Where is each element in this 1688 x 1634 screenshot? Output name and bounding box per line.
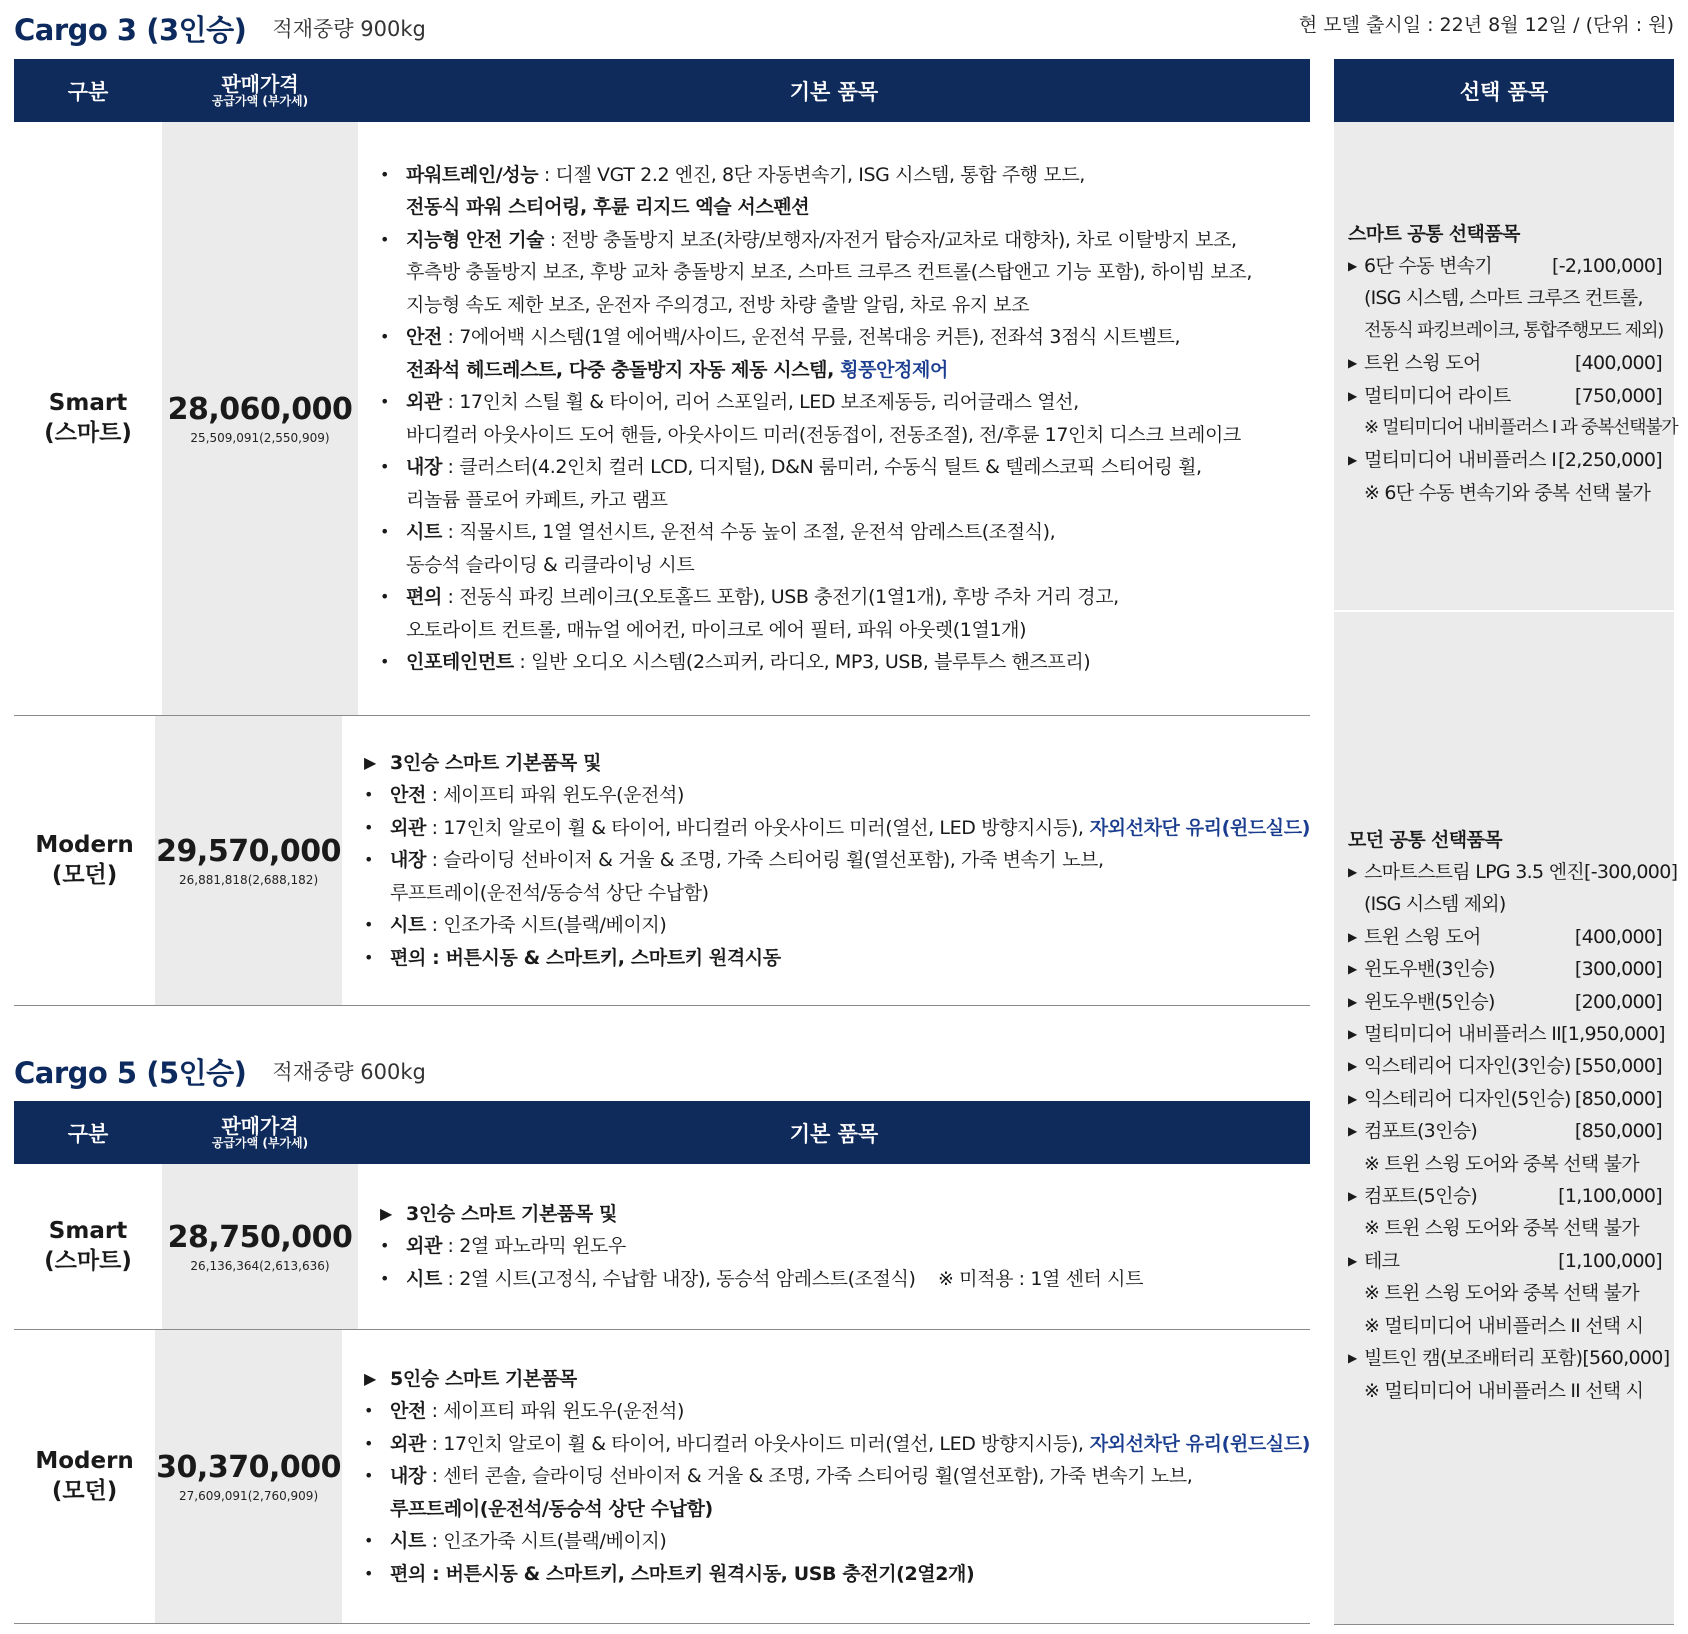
trim-name-kr: (스마트) xyxy=(44,419,132,446)
option-note: ※ 트윈 스윙 도어와 중복 선택 불가 xyxy=(1364,1217,1639,1240)
bullet-icon: • xyxy=(380,164,390,184)
trim-cell xyxy=(14,1164,162,1329)
header-price-sub: 공급가액 (부가세) xyxy=(211,1135,309,1150)
bullet-icon: • xyxy=(364,915,374,935)
option-item: ▶ 6단 수동 변속기 [-2,100,000] xyxy=(1348,250,1662,282)
trim-cell xyxy=(14,122,162,715)
bullet-icon: • xyxy=(364,850,374,870)
list-item: • 편의 : 버튼시동 & 스마트키, 스마트키 원격시동 xyxy=(364,942,1310,975)
triangle-icon: ▶ xyxy=(1348,1059,1357,1074)
cargo5-table-header xyxy=(14,1101,1310,1164)
option-note: ※ 멀티미디어 내비플러스 II 선택 시 xyxy=(1364,1314,1644,1337)
bullet-icon: • xyxy=(364,1433,374,1453)
bullet-icon: • xyxy=(380,392,390,411)
triangle-icon: ▶ xyxy=(1348,994,1357,1009)
header-price xyxy=(162,1115,358,1150)
trim-cell xyxy=(14,1330,155,1623)
header-basic: 기본 품목 xyxy=(789,1121,879,1146)
cargo3-load: 적재중량 900kg xyxy=(272,17,426,41)
bullet-icon: • xyxy=(380,1268,390,1288)
list-item-cont: 지능형 속도 제한 보조, 운전자 주의경고, 전방 차량 출발 알림, 차로 유지 보조 xyxy=(406,293,1030,316)
price-cell xyxy=(155,716,342,1005)
option-item: ▶ 트윈 스윙 도어 [400,000] xyxy=(1348,347,1662,379)
option-item: ▶ 트윈 스윙 도어 [400,000] xyxy=(1348,921,1662,953)
option-item: ▶ 테크 [1,100,000] xyxy=(1348,1245,1662,1277)
triangle-icon: ▶ xyxy=(1348,1253,1357,1268)
supply-price: 26,881,818(2,688,182) xyxy=(178,873,319,887)
list-item: • 외관 : 17인치 알로이 휠 & 타이어, 바디컬러 아웃사이드 미러(열선, LED 방향지시등), 자외선차단 유리(윈드실드) xyxy=(364,812,1310,845)
supply-price: 26,136,364(2,613,636) xyxy=(190,1259,330,1273)
option-note: ※ 트윈 스윙 도어와 중복 선택 불가 xyxy=(1364,1152,1639,1175)
option-item: ▶ 컴포트(5인승) [1,100,000] xyxy=(1348,1180,1662,1212)
triangle-icon: ▶ xyxy=(1348,356,1357,371)
cargo5-modern-row xyxy=(14,1330,1310,1624)
option-sub: (ISG 시스템 제외) xyxy=(1364,893,1506,916)
basic-items xyxy=(358,122,1310,715)
option-item: ▶ 익스테리어 디자인(3인승) [550,000] xyxy=(1348,1050,1662,1082)
bullet-icon: • xyxy=(364,785,374,805)
smart-options-title: 스마트 공통 선택품목 xyxy=(1348,223,1520,245)
option-sub: 전동식 파킹브레이크, 통합주행모드 제외) xyxy=(1364,319,1664,341)
cargo3-table-header xyxy=(14,59,1310,122)
bullet-icon: • xyxy=(364,1466,374,1486)
sale-price: 29,570,000 xyxy=(156,834,341,869)
trim-name: Smart xyxy=(48,389,128,416)
list-item: • 지능형 안전 기술 : 전방 충돌방지 보조(차량/보행자/자전거 탑승자/교차로 대향차), 차로 이탈방지 보조, xyxy=(380,224,1310,257)
triangle-icon: ▶ xyxy=(1348,1189,1357,1204)
triangle-icon: ▶ xyxy=(1348,1091,1357,1106)
bullet-icon: • xyxy=(364,1401,374,1421)
header-price-label: 판매가격 xyxy=(221,71,299,96)
cargo3-smart-row xyxy=(14,122,1310,716)
option-item: ▶ 스마트스트림 LPG 3.5 엔진 [-300,000] xyxy=(1348,856,1662,888)
list-lead: ▶ 5인승 스마트 기본품목 xyxy=(364,1363,1310,1396)
sale-price: 28,750,000 xyxy=(167,1220,353,1255)
list-item: • 안전 : 세이프티 파워 윈도우(운전석) xyxy=(364,779,1310,812)
release-note: 현 모델 출시일 : 22년 8월 12일 / (단위 : 원) xyxy=(1298,14,1674,36)
bullet-icon: • xyxy=(380,327,390,346)
header-division: 구분 xyxy=(67,1121,109,1146)
list-item: • 시트 : 인조가죽 시트(블랙/베이지) xyxy=(364,909,1310,942)
option-note: ※ 멀티미디어 내비플러스 II 선택 시 xyxy=(1364,1379,1644,1402)
cargo3-name: Cargo 3 (3인승) xyxy=(14,12,247,47)
option-item: ▶ 빌트인 캠(보조배터리 포함) [560,000] xyxy=(1348,1342,1662,1374)
bullet-icon: • xyxy=(380,229,390,249)
trim-name: Smart xyxy=(48,1217,128,1244)
header-price-sub: 공급가액 (부가세) xyxy=(211,93,309,108)
option-item: ▶ 윈도우밴(3인승) [300,000] xyxy=(1348,953,1662,985)
modern-options-title: 모던 공통 선택품목 xyxy=(1348,829,1503,851)
triangle-icon: ▶ xyxy=(1348,1027,1357,1042)
sale-price: 28,060,000 xyxy=(167,392,353,427)
list-item-cont: 전동식 파워 스티어링, 후륜 리지드 엑슬 서스펜션 xyxy=(406,196,810,218)
triangle-icon: ▶ xyxy=(364,1368,376,1388)
triangle-icon: ▶ xyxy=(1348,1124,1357,1139)
triangle-icon: ▶ xyxy=(1348,865,1357,879)
basic-items xyxy=(342,716,1310,1005)
list-item: • 인포테인먼트 : 일반 오디오 시스템(2스피커, 라디오, MP3, USB, 블루투스 핸즈프리) xyxy=(380,646,1310,679)
trim-name: Modern xyxy=(35,1447,134,1474)
trim-cell xyxy=(14,716,155,1005)
option-note: ※ 트윈 스윙 도어와 중복 선택 불가 xyxy=(1364,1282,1639,1305)
cargo5-name: Cargo 5 (5인승) xyxy=(14,1055,247,1090)
bullet-icon: • xyxy=(380,652,390,671)
trim-name: Modern xyxy=(35,831,134,858)
bullet-icon: • xyxy=(380,522,390,541)
cargo5-title xyxy=(14,1049,426,1093)
sale-price: 30,370,000 xyxy=(156,1450,341,1485)
list-item-cont: 오토라이트 컨트롤, 매뉴얼 에어컨, 마이크로 에어 필터, 파워 아웃렛(1열1개) xyxy=(406,618,1027,641)
list-item: • 외관 : 2열 파노라믹 윈도우 xyxy=(380,1230,1310,1263)
bullet-icon: • xyxy=(380,587,390,606)
trim-name-kr: (스마트) xyxy=(44,1247,132,1274)
option-item: ▶ 멀티미디어 라이트 [750,000] xyxy=(1348,380,1662,412)
triangle-icon: ▶ xyxy=(1348,929,1357,944)
list-item: • 내장 : 클러스터(4.2인치 컬러 LCD, 디지털), D&N 룸미러, 수동식 틸트 & 텔레스코픽 스티어링 휠, xyxy=(380,451,1310,484)
options-header: 선택 품목 xyxy=(1334,59,1674,122)
option-item: ▶ 컴포트(3인승) [850,000] xyxy=(1348,1115,1662,1147)
header-basic: 기본 품목 xyxy=(789,79,879,104)
modern-options-box xyxy=(1334,612,1678,1624)
list-item: • 내장 : 센터 콘솔, 슬라이딩 선바이저 & 거울 & 조명, 가죽 스티어링 휠(열선포함), 가죽 변속기 노브, xyxy=(364,1460,1310,1493)
list-item-cont: 전좌석 헤드레스트, 다중 충돌방지 자동 제동 시스템, 횡풍안정제어 xyxy=(406,358,948,381)
option-note: ※ 멀티미디어 내비플러스 I 과 중복선택불가 xyxy=(1364,417,1678,439)
basic-items xyxy=(342,1330,1310,1623)
header-price xyxy=(162,73,358,108)
bullet-icon: • xyxy=(364,947,374,967)
smart-options-box xyxy=(1334,122,1678,610)
cargo5-smart-row xyxy=(14,1164,1310,1330)
list-lead: ▶ 3인승 스마트 기본품목 및 xyxy=(364,747,1310,780)
options-bottom-line xyxy=(1334,1624,1674,1625)
triangle-icon: ▶ xyxy=(1348,388,1357,403)
list-item: • 편의 : 버튼시동 & 스마트키, 스마트키 원격시동, USB 충전기(2열2개) xyxy=(364,1558,1310,1591)
triangle-icon: ▶ xyxy=(1348,259,1357,273)
triangle-icon: ▶ xyxy=(364,752,376,772)
bullet-icon: • xyxy=(364,1531,374,1551)
list-item: • 외관 : 17인치 스틸 휠 & 타이어, 리어 스포일러, LED 보조제동등, 리어글래스 열선, xyxy=(380,386,1310,419)
list-item: • 시트 : 2열 시트(고정식, 수납함 내장), 동승석 암레스트(조절식) ※ 미적용 : 1열 센터 시트 xyxy=(380,1263,1310,1296)
trim-name-kr: (모던) xyxy=(51,861,118,888)
list-item-cont: 리놀륨 플로어 카페트, 카고 램프 xyxy=(406,488,668,511)
option-item: ▶ 멀티미디어 내비플러스 I [2,250,000] xyxy=(1348,444,1662,476)
list-item-cont: 후측방 충돌방지 보조, 후방 교차 충돌방지 보조, 스마트 크루즈 컨트롤(스탑앤고 기능 포함), 하이빔 보조, xyxy=(406,261,1253,283)
cargo5-load: 적재중량 600kg xyxy=(272,1060,426,1084)
price-cell xyxy=(162,122,358,715)
price-cell xyxy=(155,1330,342,1623)
header-price-label: 판매가격 xyxy=(221,1113,299,1138)
option-item: ▶ 익스테리어 디자인(5인승) [850,000] xyxy=(1348,1083,1662,1115)
cargo3-title xyxy=(14,6,426,50)
list-item-cont: 바디컬러 아웃사이드 도어 핸들, 아웃사이드 미러(전동접이, 전동조절), 전/후륜 17인치 디스크 브레이크 xyxy=(406,423,1241,446)
option-item: ▶ 윈도우밴(5인승) [200,000] xyxy=(1348,986,1662,1018)
list-item: • 안전 : 7에어백 시스템(1열 에어백/사이드, 운전석 무릎, 전복대응 커튼), 전좌석 3점식 시트벨트, xyxy=(380,321,1310,354)
triangle-icon: ▶ xyxy=(1348,1351,1357,1366)
list-item-cont: 동승석 슬라이딩 & 리클라이닝 시트 xyxy=(406,553,695,576)
list-item: • 안전 : 세이프티 파워 윈도우(운전석) xyxy=(364,1395,1310,1428)
cargo3-modern-row xyxy=(14,716,1310,1006)
triangle-icon: ▶ xyxy=(1348,962,1357,977)
list-item: • 외관 : 17인치 알로이 휠 & 타이어, 바디컬러 아웃사이드 미러(열선, LED 방향지시등), 자외선차단 유리(윈드실드) xyxy=(364,1428,1310,1461)
price-cell xyxy=(162,1164,358,1329)
list-item: • 시트 : 직물시트, 1열 열선시트, 운전석 수동 높이 조절, 운전석 암레스트(조절식), xyxy=(380,516,1310,549)
trim-name-kr: (모던) xyxy=(51,1477,118,1504)
bullet-icon: • xyxy=(380,457,390,476)
supply-price: 27,609,091(2,760,909) xyxy=(178,1489,319,1503)
supply-price: 25,509,091(2,550,909) xyxy=(190,431,330,445)
header-division: 구분 xyxy=(67,79,109,104)
list-item-cont: 루프트레이(운전석/동승석 상단 수납함) xyxy=(390,881,709,904)
list-lead: ▶ 3인승 스마트 기본품목 및 xyxy=(380,1198,1310,1231)
list-item: • 편의 : 전동식 파킹 브레이크(오토홀드 포함), USB 충전기(1열1개), 후방 주차 거리 경고, xyxy=(380,581,1310,614)
bullet-icon: • xyxy=(364,817,374,837)
list-item-cont: 루프트레이(운전석/동승석 상단 수납함) xyxy=(390,1497,713,1520)
option-note: ※ 6단 수동 변속기와 중복 선택 불가 xyxy=(1364,481,1651,504)
option-item: ▶ 멀티미디어 내비플러스 II [1,950,000] xyxy=(1348,1018,1662,1050)
triangle-icon: ▶ xyxy=(380,1203,392,1223)
basic-items xyxy=(358,1164,1310,1329)
option-sub: (ISG 시스템, 스마트 크루즈 컨트롤, xyxy=(1364,287,1643,310)
list-item: • 파워트레인/성능 : 디젤 VGT 2.2 엔진, 8단 자동변속기, ISG 시스템, 통합 주행 모드, xyxy=(380,159,1310,192)
list-item: • 시트 : 인조가죽 시트(블랙/베이지) xyxy=(364,1525,1310,1558)
list-item: • 내장 : 슬라이딩 선바이저 & 거울 & 조명, 가죽 스티어링 휠(열선포함), 가죽 변속기 노브, xyxy=(364,844,1310,877)
bullet-icon: • xyxy=(380,1236,390,1256)
triangle-icon: ▶ xyxy=(1348,453,1357,468)
bullet-icon: • xyxy=(364,1563,374,1583)
